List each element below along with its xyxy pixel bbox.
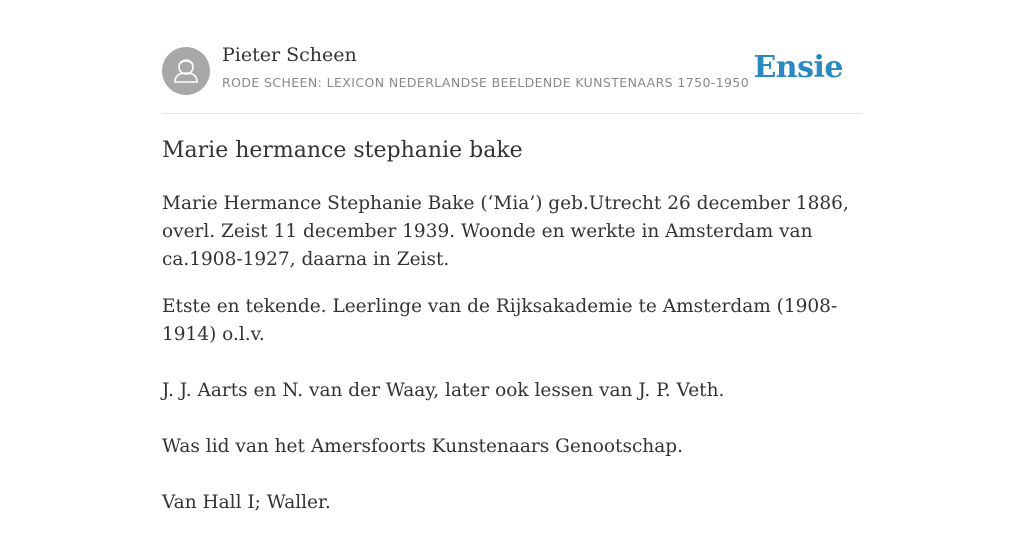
article-paragraph: J. J. Aarts en N. van der Waay, later ook lessen van J. P. Veth.	[162, 380, 725, 401]
author-name[interactable]: Pieter Scheen	[222, 44, 357, 66]
article-paragraph: Marie Hermance Stephanie Bake (‘Mia’) geb.Utrecht 26 december 1886, overl. Zeist 11 december 1939. Woonde en werkte in Amsterdam van ca.1908-1927, daarna in Zeist.	[162, 193, 849, 270]
article-paragraph: Was lid van het Amersfoorts Kunstenaars Genootschap.	[162, 436, 683, 457]
page-title: Marie hermance stephanie bake	[162, 138, 523, 163]
entry-header	[162, 0, 862, 114]
source-title[interactable]: RODE SCHEEN: LEXICON NEDERLANDSE BEELDENDE KUNSTENAARS 1750-1950	[222, 75, 750, 90]
ensie-logo[interactable]: Ensie	[753, 50, 843, 85]
article-paragraph: Etste en tekende. Leerlinge van de Rijksakademie te Amsterdam (1908-1914) o.l.v.	[162, 296, 838, 345]
article-body	[162, 190, 862, 536]
entry-page	[162, 0, 862, 513]
author-avatar[interactable]	[162, 47, 210, 95]
user-icon	[162, 47, 210, 95]
article-paragraph: Van Hall I; Waller.	[162, 492, 331, 513]
